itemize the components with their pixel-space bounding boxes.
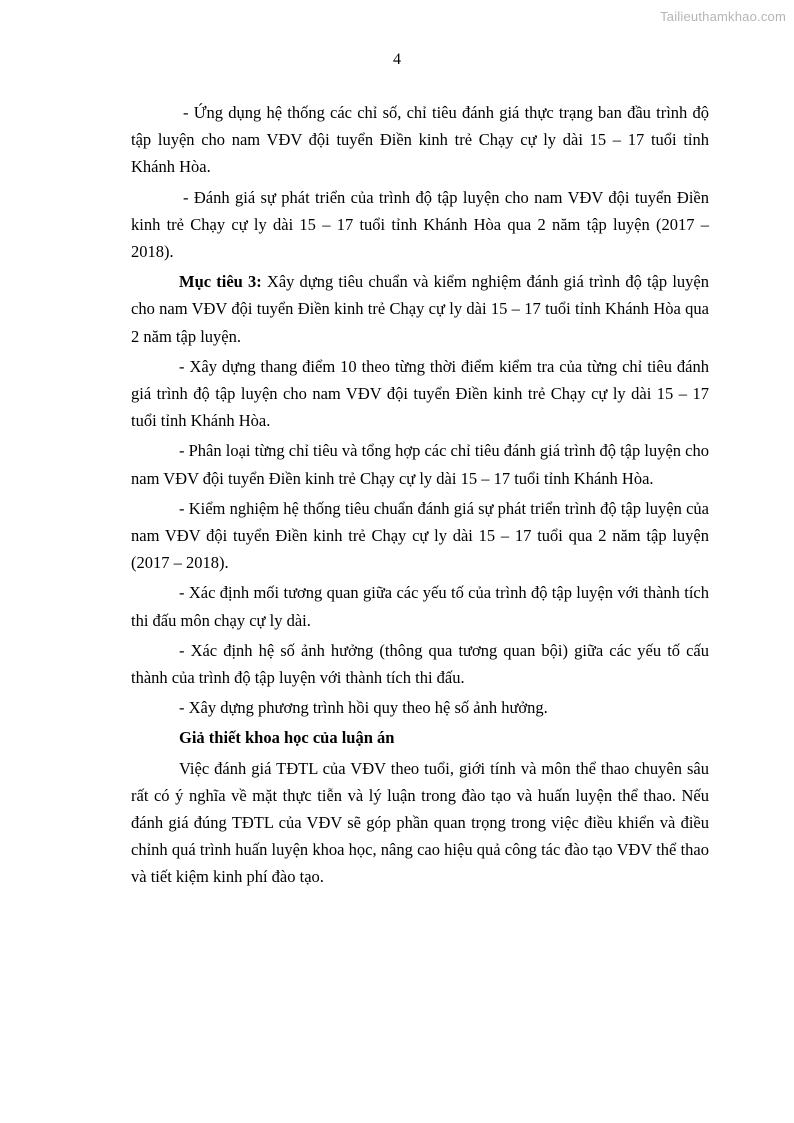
watermark: Tailieuthamkhao.com <box>660 9 786 24</box>
objective-text: Xây dựng tiêu chuẩn và kiểm nghiệm đánh giá trình độ tập luyện cho nam VĐV đội tuyển Điền kinh trẻ Chạy cự ly dài 15 – 17 tuổi tỉnh Khánh Hòa qua 2 năm tập luyện. <box>131 272 709 346</box>
objective-paragraph <box>131 268 709 350</box>
bullet-paragraph: - Xác định mối tương quan giữa các yếu tố của trình độ tập luyện với thành tích thi đấu môn chạy cự ly dài. <box>131 583 709 630</box>
bullet-paragraph: - Xây dựng phương trình hồi quy theo hệ số ảnh hưởng. <box>179 698 548 718</box>
bullet-paragraph: - Kiểm nghiệm hệ thống tiêu chuẩn đánh giá sự phát triển trình độ tập luyện của nam VĐV đội tuyển Điền kinh trẻ Chạy cự ly dài 15 – 17 tuổi qua 2 năm tập luyện (2017 – 2018). <box>131 498 709 573</box>
bullet-paragraph: - Xây dựng thang điểm 10 theo từng thời điểm kiểm tra của từng chỉ tiêu đánh giá trình độ tập luyện cho nam VĐV đội tuyển Điền kinh trẻ Chạy cự ly dài 15 – 17 tuổi tỉnh Khánh Hòa. <box>131 356 709 431</box>
page-number: 4 <box>393 51 401 68</box>
bullet-paragraph: - Phân loại từng chỉ tiêu và tổng hợp các chỉ tiêu đánh giá trình độ tập luyện cho nam VĐV đội tuyển Điền kinh trẻ Chạy cự ly dài 15 – 17 tuổi tỉnh Khánh Hòa. <box>131 441 709 488</box>
bullet-paragraph: - Xác định hệ số ảnh hưởng (thông qua tương quan bội) giữa các yếu tố cấu thành của trình độ tập luyện với thành tích thi đấu. <box>131 640 709 688</box>
objective-label: Mục tiêu 3: <box>179 272 262 292</box>
section-heading: Giả thiết khoa học của luận án <box>179 728 395 748</box>
page-body <box>131 99 709 894</box>
bullet-paragraph: - Đánh giá sự phát triển của trình độ tập luyện cho nam VĐV đội tuyển Điền kinh trẻ Chạy cự ly dài 15 – 17 tuổi tỉnh Khánh Hòa qua 2 năm tập luyện (2017 – 2018). <box>131 187 709 262</box>
bullet-paragraph: - Ứng dụng hệ thống các chỉ số, chỉ tiêu đánh giá thực trạng ban đầu trình độ tập luyện cho nam VĐV đội tuyển Điền kinh trẻ Chạy cự ly dài 15 – 17 tuổi tỉnh Khánh Hòa. <box>131 103 709 177</box>
hypothesis-paragraph: Việc đánh giá TĐTL của VĐV theo tuổi, giới tính và môn thể thao chuyên sâu rất có ý nghĩa về mặt thực tiễn và lý luận trong đào tạo và huấn luyện thể thao. Nếu đánh giá đúng TĐTL của VĐV sẽ góp phần quan trọng trong việc điều khiển và điều chỉnh quá trình huấn luyện khoa học, nâng cao hiệu quả công tác đào tạo VĐV thể thao và tiết kiệm kinh phí đào tạo. <box>131 758 709 887</box>
